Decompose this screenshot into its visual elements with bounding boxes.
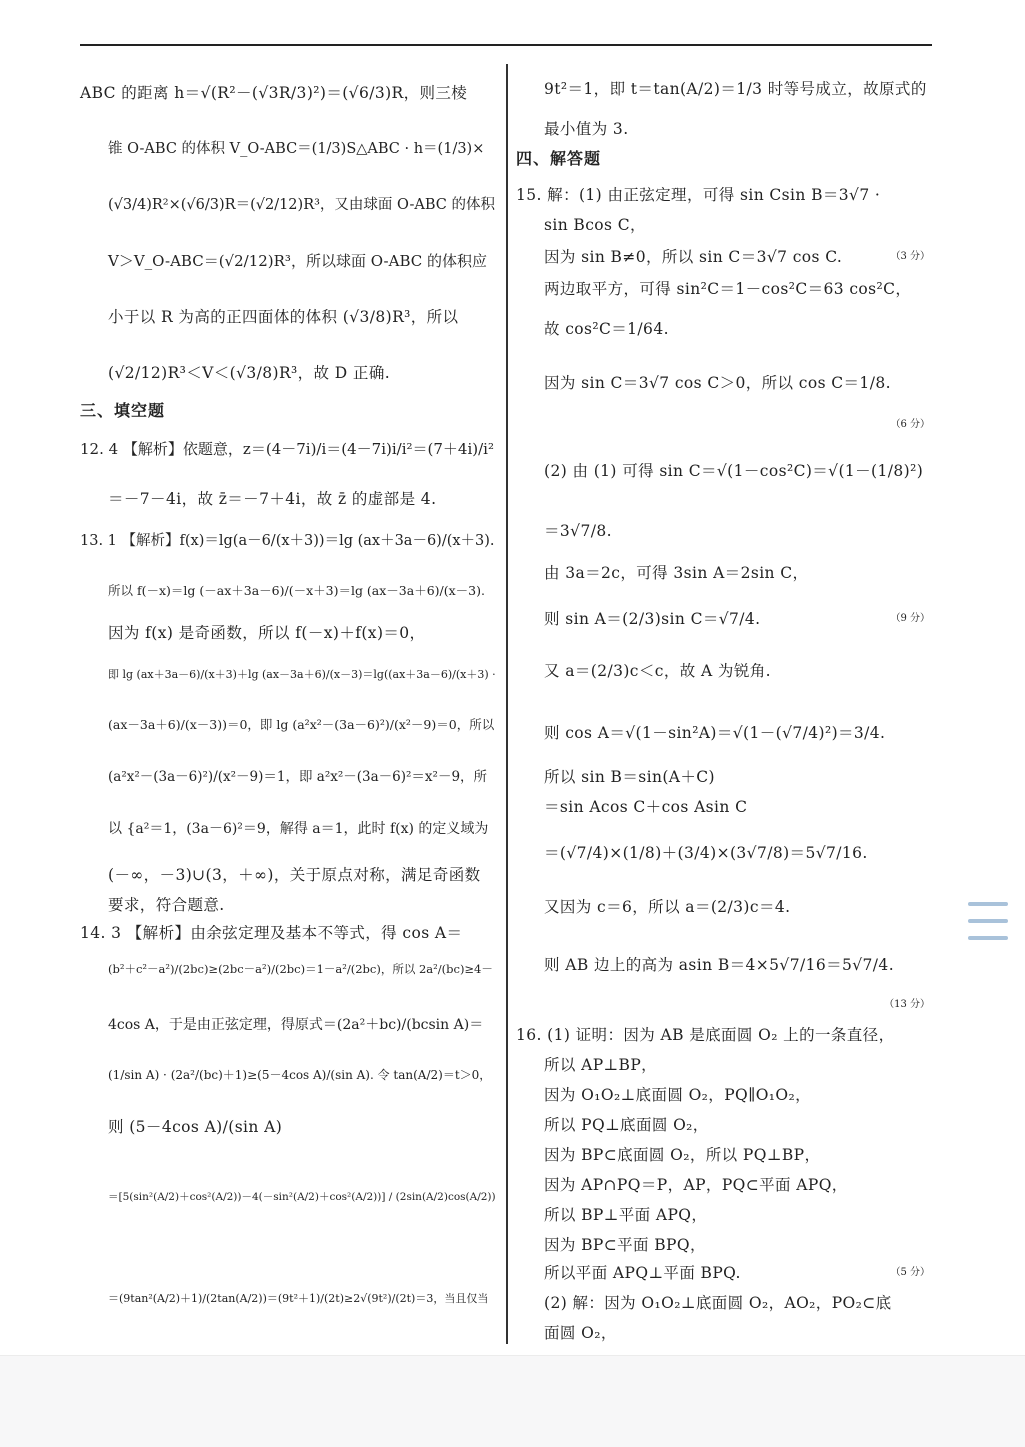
line-text: 所以 BP⊥平面 APQ， bbox=[544, 1206, 708, 1224]
line-text: 锥 O-ABC 的体积 V_O-ABC＝(1/3)S△ABC · h＝(1/3)× bbox=[108, 141, 485, 157]
text-line bbox=[80, 488, 496, 510]
line-text: (a²x²－(3a－6)²)/(x²－9)＝1，即 a²x²－(3a－6)²＝x²－9，所 bbox=[108, 769, 488, 785]
text-line bbox=[80, 306, 496, 328]
text-line bbox=[80, 362, 496, 384]
line-text: 16. (1) 证明：因为 AB 是底面圆 O₂ 上的一条直径， bbox=[516, 1026, 895, 1044]
line-text: 因为 sin C＝3√7 cos C＞0，所以 cos C＝1/8. bbox=[544, 374, 891, 392]
line-text: 则 AB 边上的高为 asin B＝4×5√7/16＝5√7/4. bbox=[544, 956, 895, 974]
line-text: 由 3a＝2c，可得 3sin A＝2sin C， bbox=[544, 564, 809, 582]
text-line bbox=[516, 766, 930, 788]
line-text: 最小值为 3. bbox=[544, 120, 629, 138]
text-line bbox=[80, 1116, 496, 1138]
text-line bbox=[516, 278, 930, 300]
line-text: 9t²＝1，即 t＝tan(A/2)＝1/3 时等号成立，故原式的 bbox=[544, 80, 927, 98]
line-text: 所以 AP⊥BP， bbox=[544, 1056, 658, 1074]
text-line bbox=[80, 922, 496, 944]
line-text: 两边取平方，可得 sin²C＝1－cos²C＝63 cos²C， bbox=[544, 280, 912, 298]
text-line bbox=[80, 1288, 496, 1310]
text-line bbox=[80, 714, 496, 736]
text-line bbox=[516, 796, 930, 818]
line-text: ＝[5(sin²(A/2)＋cos²(A/2))－4(－sin²(A/2)＋cos²(A/2))] / (2sin(A/2)cos(A/2)) bbox=[108, 1191, 496, 1203]
line-text: 所以 PQ⊥底面圆 O₂， bbox=[544, 1116, 709, 1134]
line-text: 所以 sin B＝sin(A＋C) bbox=[544, 768, 715, 786]
line-text: ＝sin Acos C＋cos Asin C bbox=[544, 798, 748, 816]
text-line bbox=[516, 1084, 930, 1106]
line-text: 又 a＝(2/3)c＜c，故 A 为锐角. bbox=[544, 662, 771, 680]
text-line bbox=[516, 1292, 930, 1314]
text-line bbox=[516, 372, 930, 394]
line-text: ＝(√7/4)×(1/8)＋(3/4)×(3√7/8)＝5√7/16. bbox=[544, 844, 868, 862]
score-mark: （3 分） bbox=[890, 251, 930, 262]
line-text: ABC 的距离 h＝√(R²－(√3R/3)²)＝(√6/3)R，则三棱 bbox=[80, 84, 468, 102]
line-text: 所以平面 APQ⊥平面 BPQ. bbox=[544, 1264, 741, 1282]
text-line bbox=[80, 438, 496, 460]
text-line bbox=[516, 118, 930, 140]
line-text: 则 cos A＝√(1－sin²A)＝√(1－(√7/4)²)＝3/4. bbox=[544, 724, 886, 742]
line-text: (2) 解：因为 O₁O₂⊥底面圆 O₂，AO₂，PO₂⊂底 bbox=[544, 1294, 892, 1312]
line-text: 要求，符合题意. bbox=[108, 896, 225, 914]
text-line bbox=[80, 250, 496, 272]
line-text: 则 (5－4cos A)/(sin A) bbox=[108, 1118, 283, 1136]
text-line bbox=[516, 562, 930, 584]
line-text: (√2/12)R³＜V＜(√3/8)R³，故 D 正确. bbox=[108, 364, 391, 382]
section-heading bbox=[516, 148, 930, 170]
line-text: 三、填空题 bbox=[80, 401, 166, 420]
line-text: (b²＋c²－a²)/(2bc)≥(2bc－a²)/(2bc)＝1－a²/(2bc)，所以 2a²/(bc)≥4－ bbox=[108, 962, 493, 976]
text-line bbox=[516, 1024, 930, 1046]
score-mark: （13 分） bbox=[884, 999, 930, 1010]
line-text: 又因为 c＝6，所以 a＝(2/3)c＝4. bbox=[544, 898, 791, 916]
text-line bbox=[516, 1322, 930, 1344]
line-text: 因为 AP∩PQ＝P，AP，PQ⊂平面 APQ， bbox=[544, 1176, 848, 1194]
line-text: 即 lg (ax＋3a－6)/(x＋3)＋lg (ax－3a＋6)/(x－3)＝lg((ax＋3a－6)/(x＋3) · bbox=[108, 668, 496, 681]
text-line bbox=[516, 722, 930, 744]
text-line bbox=[80, 664, 496, 686]
text-line bbox=[80, 958, 496, 980]
text-line bbox=[80, 580, 496, 602]
text-line bbox=[80, 766, 496, 788]
line-text: 13. 1 【解析】f(x)＝lg(a－6/(x＋3))＝lg (ax＋3a－6)/(x＋3). bbox=[80, 533, 495, 549]
score-mark: （6 分） bbox=[890, 419, 930, 430]
line-text: 因为 O₁O₂⊥底面圆 O₂，PQ∥O₁O₂， bbox=[544, 1086, 812, 1104]
line-text: (ax－3a＋6)/(x－3))＝0，即 lg (a²x²－(3a－6)²)/(x²－9)＝0，所以 bbox=[108, 717, 495, 732]
score-mark: （5 分） bbox=[890, 1267, 930, 1278]
line-text: ＝3√7/8. bbox=[544, 522, 612, 540]
line-text: 因为 f(x) 是奇函数，所以 f(－x)＋f(x)＝0， bbox=[108, 624, 426, 642]
line-text: ＝(9tan²(A/2)＋1)/(2tan(A/2))＝(9t²＋1)/(2t)≥2√(9t²)/(2t)＝3，当且仅当 bbox=[108, 1292, 489, 1305]
line-text: (2) 由 (1) 可得 sin C＝√(1－cos²C)＝√(1－(1/8)²) bbox=[544, 462, 924, 480]
text-line bbox=[80, 864, 496, 886]
line-text: 小于以 R 为高的正四面体的体积 (√3/8)R³，所以 bbox=[108, 308, 459, 326]
top-rule bbox=[80, 44, 932, 46]
column-divider bbox=[506, 64, 508, 1344]
line-text: 四、解答题 bbox=[516, 149, 602, 168]
line-text: sin Bcos C， bbox=[544, 216, 646, 234]
text-line bbox=[516, 954, 930, 976]
text-line bbox=[80, 818, 496, 840]
text-line bbox=[516, 896, 930, 918]
text-line bbox=[80, 1014, 496, 1036]
line-text: 以 {a²＝1，(3a－6)²＝9，解得 a＝1，此时 f(x) 的定义域为 bbox=[108, 821, 489, 837]
text-line bbox=[80, 1186, 496, 1208]
section-heading bbox=[80, 400, 496, 422]
text-line bbox=[516, 1114, 930, 1136]
line-text: (√3/4)R²×(√6/3)R＝(√2/12)R³，又由球面 O-ABC 的体积 bbox=[108, 197, 495, 213]
text-line bbox=[516, 78, 930, 100]
line-text: ＝－7－4i，故 z̄＝－7＋4i，故 z̄ 的虚部是 4. bbox=[108, 490, 437, 508]
line-text: 因为 BP⊂平面 BPQ， bbox=[544, 1236, 706, 1254]
line-text: 12. 4 【解析】依题意，z＝(4－7i)/i＝(4－7i)i/i²＝(7＋4i)/i² bbox=[80, 440, 494, 458]
text-line bbox=[516, 460, 930, 482]
text-line bbox=[516, 1234, 930, 1256]
text-line bbox=[80, 194, 496, 216]
line-text: 14. 3 【解析】由余弦定理及基本不等式，得 cos A＝ bbox=[80, 924, 463, 942]
line-text: 4cos A，于是由正弦定理，得原式＝(2a²＋bc)/(bcsin A)＝ bbox=[108, 1017, 484, 1033]
text-line bbox=[516, 184, 930, 206]
score-mark: （9 分） bbox=[890, 613, 930, 624]
text-line bbox=[516, 660, 930, 682]
text-line bbox=[516, 1174, 930, 1196]
line-text: (1/sin A) · (2a²/(bc)＋1)≥(5－4cos A)/(sin A). 令 tan(A/2)＝t＞0， bbox=[108, 1068, 492, 1082]
text-line bbox=[516, 318, 930, 340]
text-line bbox=[516, 1144, 930, 1166]
line-text: 所以 f(－x)＝lg (－ax＋3a－6)/(－x＋3)＝lg (ax－3a＋6)/(x－3). bbox=[108, 583, 485, 598]
text-line bbox=[516, 842, 930, 864]
text-line bbox=[80, 1064, 496, 1086]
text-line bbox=[516, 214, 930, 236]
line-text: 因为 sin B≠0，所以 sin C＝3√7 cos C. bbox=[544, 248, 843, 266]
text-line bbox=[516, 520, 930, 542]
line-text: V＞V_O-ABC＝(√2/12)R³，所以球面 O-ABC 的体积应 bbox=[108, 252, 488, 270]
line-text: 因为 BP⊂底面圆 O₂，所以 PQ⊥BP， bbox=[544, 1146, 821, 1164]
line-text: 故 cos²C＝1/64. bbox=[544, 320, 669, 338]
line-text: 则 sin A＝(2/3)sin C＝√7/4. bbox=[544, 610, 761, 628]
line-text: 面圆 O₂， bbox=[544, 1324, 617, 1342]
text-line bbox=[80, 894, 496, 916]
text-line bbox=[80, 138, 496, 160]
bottom-blank-area bbox=[0, 1355, 1025, 1447]
text-line bbox=[80, 82, 496, 104]
text-line bbox=[80, 622, 496, 644]
text-line bbox=[516, 1204, 930, 1226]
line-text: (－∞，－3)∪(3，＋∞)，关于原点对称，满足奇函数 bbox=[108, 866, 481, 884]
text-line bbox=[516, 1054, 930, 1076]
line-text: 15. 解：(1) 由正弦定理，可得 sin Csin B＝3√7 · bbox=[516, 186, 881, 204]
hamburger-menu-icon[interactable] bbox=[968, 902, 1008, 940]
text-line bbox=[80, 530, 496, 552]
